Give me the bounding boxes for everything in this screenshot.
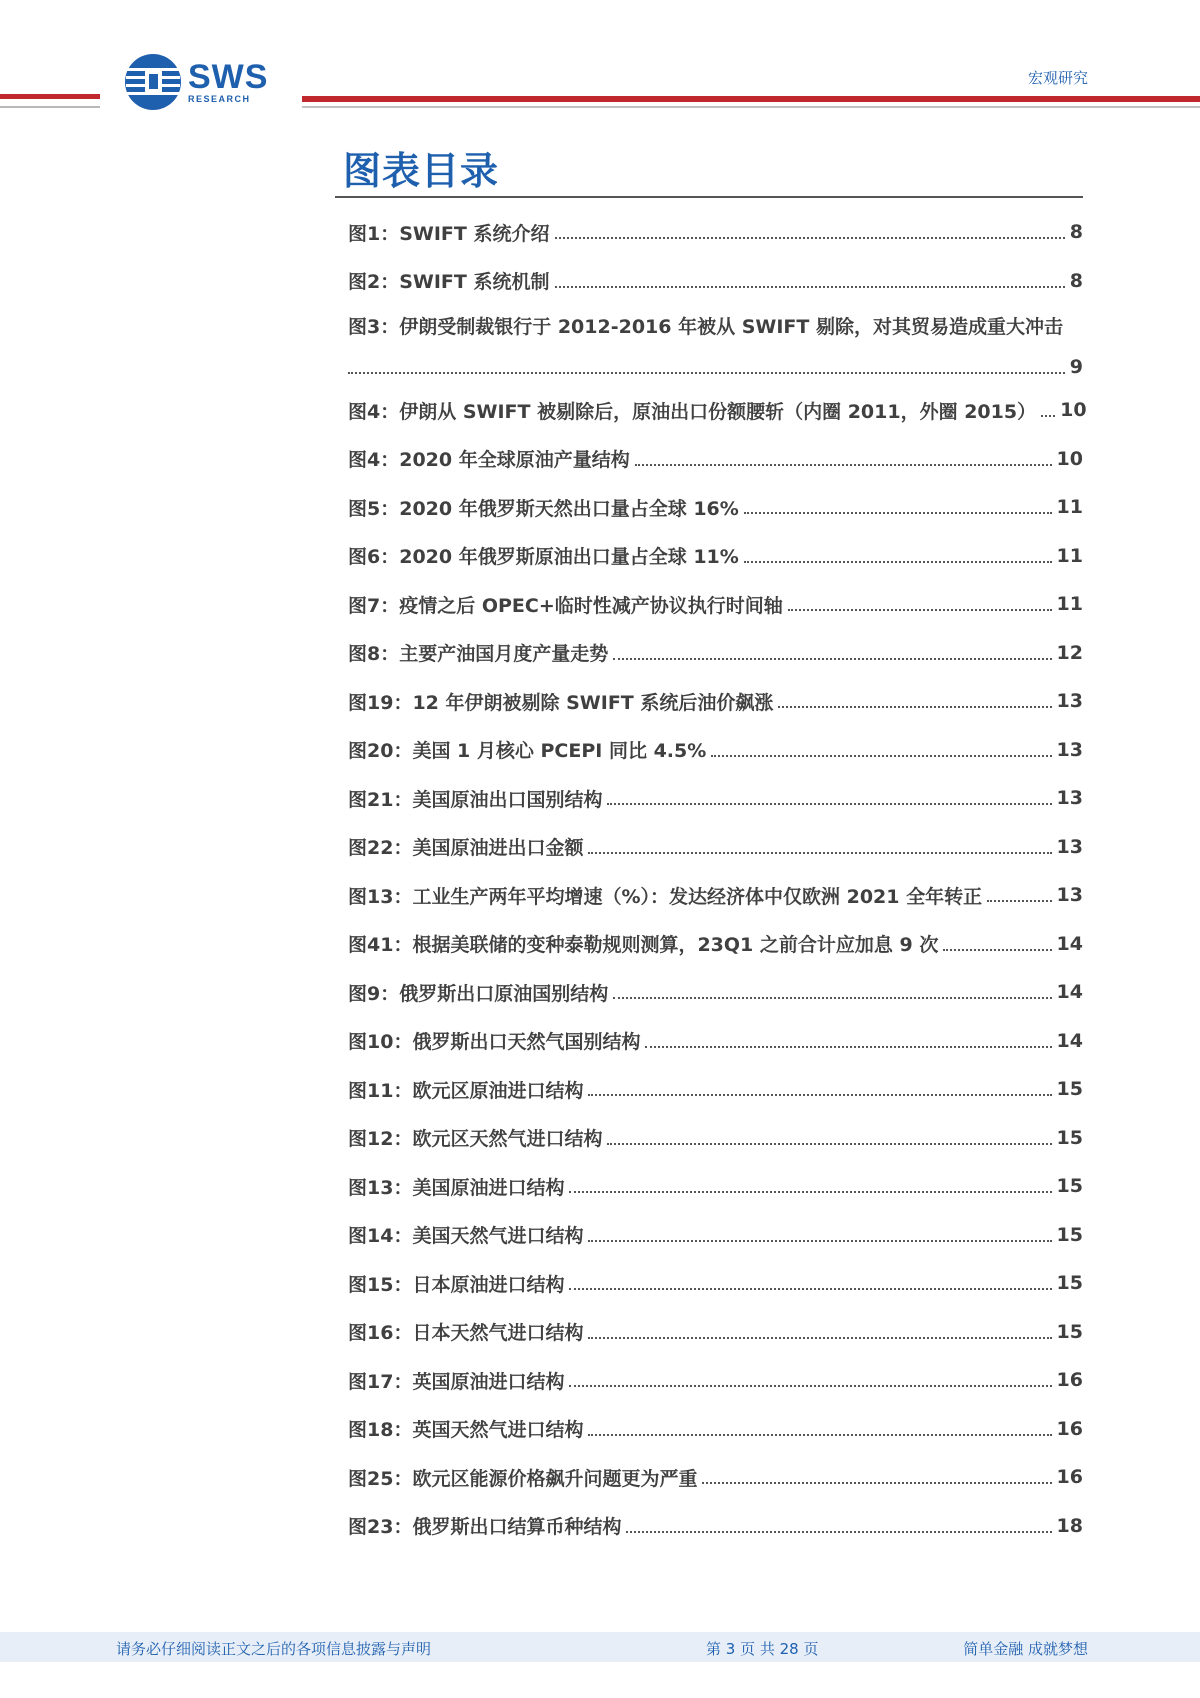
toc-entry[interactable]: [348, 968, 1083, 1017]
toc-entry-leader: [613, 997, 1051, 999]
toc-entry-leader: [588, 852, 1051, 854]
toc-entry-leader: [607, 803, 1051, 805]
header-gray-rule-right: [302, 106, 1200, 108]
toc-entry-page: 15: [1056, 1223, 1083, 1246]
toc-entry-leader: [613, 658, 1051, 660]
toc-entry-page: 9: [1069, 356, 1083, 378]
toc-entry-leader: [744, 561, 1052, 563]
toc-entry[interactable]: [348, 629, 1083, 678]
toc-entry-label: 图16：日本天然气进口结构: [348, 1322, 584, 1345]
toc-entry-label: 图13：美国原油进口结构: [348, 1176, 565, 1199]
toc-entry-leader: [555, 286, 1065, 288]
toc-entry-leader: [626, 1531, 1051, 1533]
toc-entry[interactable]: [348, 208, 1083, 257]
toc-entry-page: 13: [1056, 690, 1083, 713]
toc-entry-label: 图23：俄罗斯出口结算币种结构: [348, 1516, 622, 1539]
toc-entry[interactable]: [348, 435, 1083, 484]
toc-entry-label: 图9：俄罗斯出口原油国别结构: [348, 982, 609, 1005]
toc-entry-leader: [788, 609, 1052, 611]
toc-entry-leader: [711, 755, 1051, 757]
toc-entry[interactable]: [348, 920, 1083, 969]
toc-entry-label: 图2：SWIFT 系统机制: [348, 271, 550, 294]
footer-disclaimer[interactable]: 请务必仔细阅读正文之后的各项信息披露与声明: [116, 1640, 432, 1658]
toc-entry-leader: [607, 1143, 1051, 1145]
toc-entry-page: 15: [1056, 1320, 1083, 1343]
toc-entry[interactable]: [348, 257, 1083, 306]
toc-entry-page: 8: [1069, 221, 1083, 244]
toc-entry-label: 图7：疫情之后 OPEC+临时性减产协议执行时间轴: [348, 594, 783, 617]
toc-entry-page: 13: [1056, 835, 1083, 858]
toc-entry-page: 14: [1056, 1029, 1083, 1052]
toc-entry-leader: [645, 1046, 1051, 1048]
toc-entry-label: 图20：美国 1 月核心 PCEPI 同比 4.5%: [348, 740, 707, 763]
toc-entry[interactable]: [348, 1065, 1083, 1114]
toc-entry-page: 15: [1056, 1175, 1083, 1198]
toc-entry-page: 13: [1056, 884, 1083, 907]
toc-entry-leader: [569, 1385, 1051, 1387]
toc-entry-leader: [744, 512, 1052, 514]
toc-entry-label: 图22：美国原油进出口金额: [348, 837, 584, 860]
toc-entry[interactable]: [348, 532, 1083, 581]
toc-entry-page: 11: [1056, 544, 1083, 567]
toc-entry[interactable]: [348, 1308, 1083, 1357]
toc-entry-label: 图13：工业生产两年平均增速（%）：发达经济体中仅欧洲 2021 全年转正: [348, 885, 983, 908]
toc-entry-label: 图17：英国原油进口结构: [348, 1370, 565, 1393]
sws-logo: [124, 52, 268, 112]
toc-title-divider: [335, 196, 1083, 198]
toc-entry-leader: [588, 1434, 1051, 1436]
toc-entry[interactable]: [348, 1162, 1083, 1211]
toc-entry-label: 图8：主要产油国月度产量走势: [348, 643, 609, 666]
toc-entry[interactable]: [348, 1502, 1083, 1551]
toc-entry-leader: [569, 1288, 1051, 1290]
toc-entry[interactable]: [348, 726, 1083, 775]
toc-entry-leader: [635, 464, 1052, 466]
toc-entry-leader: [348, 372, 1065, 374]
toc-entry-page: 18: [1056, 1514, 1083, 1537]
toc-entry-leader: [1041, 415, 1055, 417]
toc-entry-page: 15: [1056, 1272, 1083, 1295]
toc-entry-page: 16: [1056, 1417, 1083, 1440]
toc-entry-label: 图19：12 年伊朗被剔除 SWIFT 系统后油价飙涨: [348, 691, 774, 714]
toc-entry-label: 图15：日本原油进口结构: [348, 1273, 565, 1296]
header-red-rule-right: [302, 96, 1200, 102]
footer-slogan: 简单金融 成就梦想: [963, 1640, 1088, 1658]
toc-list: [348, 208, 1087, 1550]
toc-entry-leader: [987, 900, 1051, 902]
toc-entry[interactable]: [348, 1453, 1083, 1502]
toc-entry[interactable]: [348, 386, 1087, 435]
toc-entry-label: 图18：英国天然气进口结构: [348, 1419, 584, 1442]
toc-entry-label: 图14：美国天然气进口结构: [348, 1225, 584, 1248]
toc-entry-leader: [569, 1191, 1051, 1193]
toc-entry-page: 11: [1056, 496, 1083, 519]
toc-entry-page: 15: [1056, 1126, 1083, 1149]
toc-entry-page: 10: [1060, 399, 1087, 422]
footer-pagination: 第 3 页 共 28 页: [706, 1640, 819, 1658]
header-red-rule-left: [0, 94, 100, 99]
toc-entry-label: 图11：欧元区原油进口结构: [348, 1079, 584, 1102]
toc-entry-page: 10: [1056, 447, 1083, 470]
toc-entry[interactable]: [348, 1356, 1083, 1405]
toc-entry-label: 图25：欧元区能源价格飙升问题更为严重: [348, 1467, 698, 1490]
toc-entry-page: 16: [1056, 1369, 1083, 1392]
logo-wordmark: SWS: [188, 58, 269, 96]
toc-entry-page: 11: [1056, 593, 1083, 616]
toc-entry-label: 图3：伊朗受制裁银行于 2012-2016 年被从 SWIFT 剔除，对其贸易造成重大冲击: [348, 316, 1063, 338]
header-gray-rule-left: [0, 106, 100, 108]
toc-entry-label: 图21：美国原油出口国别结构: [348, 788, 603, 811]
toc-entry-page: 14: [1056, 981, 1083, 1004]
section-tag: 宏观研究: [1027, 69, 1088, 87]
toc-entry[interactable]: [348, 1114, 1083, 1163]
toc-entry-leader: [588, 1240, 1051, 1242]
toc-entry-leader: [943, 949, 1051, 951]
toc-entry-page: 8: [1069, 269, 1083, 292]
toc-entry-label: 图1：SWIFT 系统介绍: [348, 222, 550, 245]
toc-entry-label: 图4：2020 年全球原油产量结构: [348, 449, 630, 472]
toc-entry-page: 12: [1056, 641, 1083, 664]
toc-entry-page: 15: [1056, 1078, 1083, 1101]
toc-entry[interactable]: [348, 677, 1083, 726]
toc-entry-leader: [555, 237, 1065, 239]
toc-entry[interactable]: [348, 823, 1083, 872]
toc-entry-label: 图12：欧元区天然气进口结构: [348, 1128, 603, 1151]
toc-title: 图表目录: [343, 149, 500, 193]
logo-subtext: RESEARCH: [188, 94, 251, 104]
toc-entry[interactable]: [348, 871, 1083, 920]
toc-entry[interactable]: [348, 580, 1083, 629]
toc-entry[interactable]: [348, 1405, 1083, 1454]
toc-entry-page: 14: [1056, 932, 1083, 955]
toc-entry-leader: [588, 1094, 1051, 1096]
toc-entry[interactable]: [348, 1259, 1083, 1308]
toc-entry-label: 图5：2020 年俄罗斯天然出口量占全球 16%: [348, 497, 739, 520]
toc-entry-label: 图6：2020 年俄罗斯原油出口量占全球 11%: [348, 546, 739, 569]
toc-entry[interactable]: [348, 1017, 1083, 1066]
toc-entry-page: 16: [1056, 1466, 1083, 1489]
toc-entry-label: 图4：伊朗从 SWIFT 被剔除后，原油出口份额腰斩（内圈 2011，外圈 2015）: [348, 400, 1037, 423]
toc-entry[interactable]: [348, 483, 1083, 532]
toc-entry-label: 图10：俄罗斯出口天然气国别结构: [348, 1031, 641, 1054]
toc-entry-label: 图41：根据美联储的变种泰勒规则测算，23Q1 之前合计应加息 9 次: [348, 934, 939, 957]
toc-entry-leader: [778, 706, 1051, 708]
toc-entry[interactable]: [348, 774, 1083, 823]
toc-entry[interactable]: [348, 1211, 1083, 1260]
toc-entry-page: 13: [1056, 738, 1083, 761]
toc-entry[interactable]: [348, 305, 1083, 386]
sws-logo-mark-icon: [124, 53, 182, 111]
toc-entry-page: 13: [1056, 787, 1083, 810]
toc-entry-leader: [702, 1482, 1051, 1484]
toc-entry-leader: [588, 1337, 1051, 1339]
